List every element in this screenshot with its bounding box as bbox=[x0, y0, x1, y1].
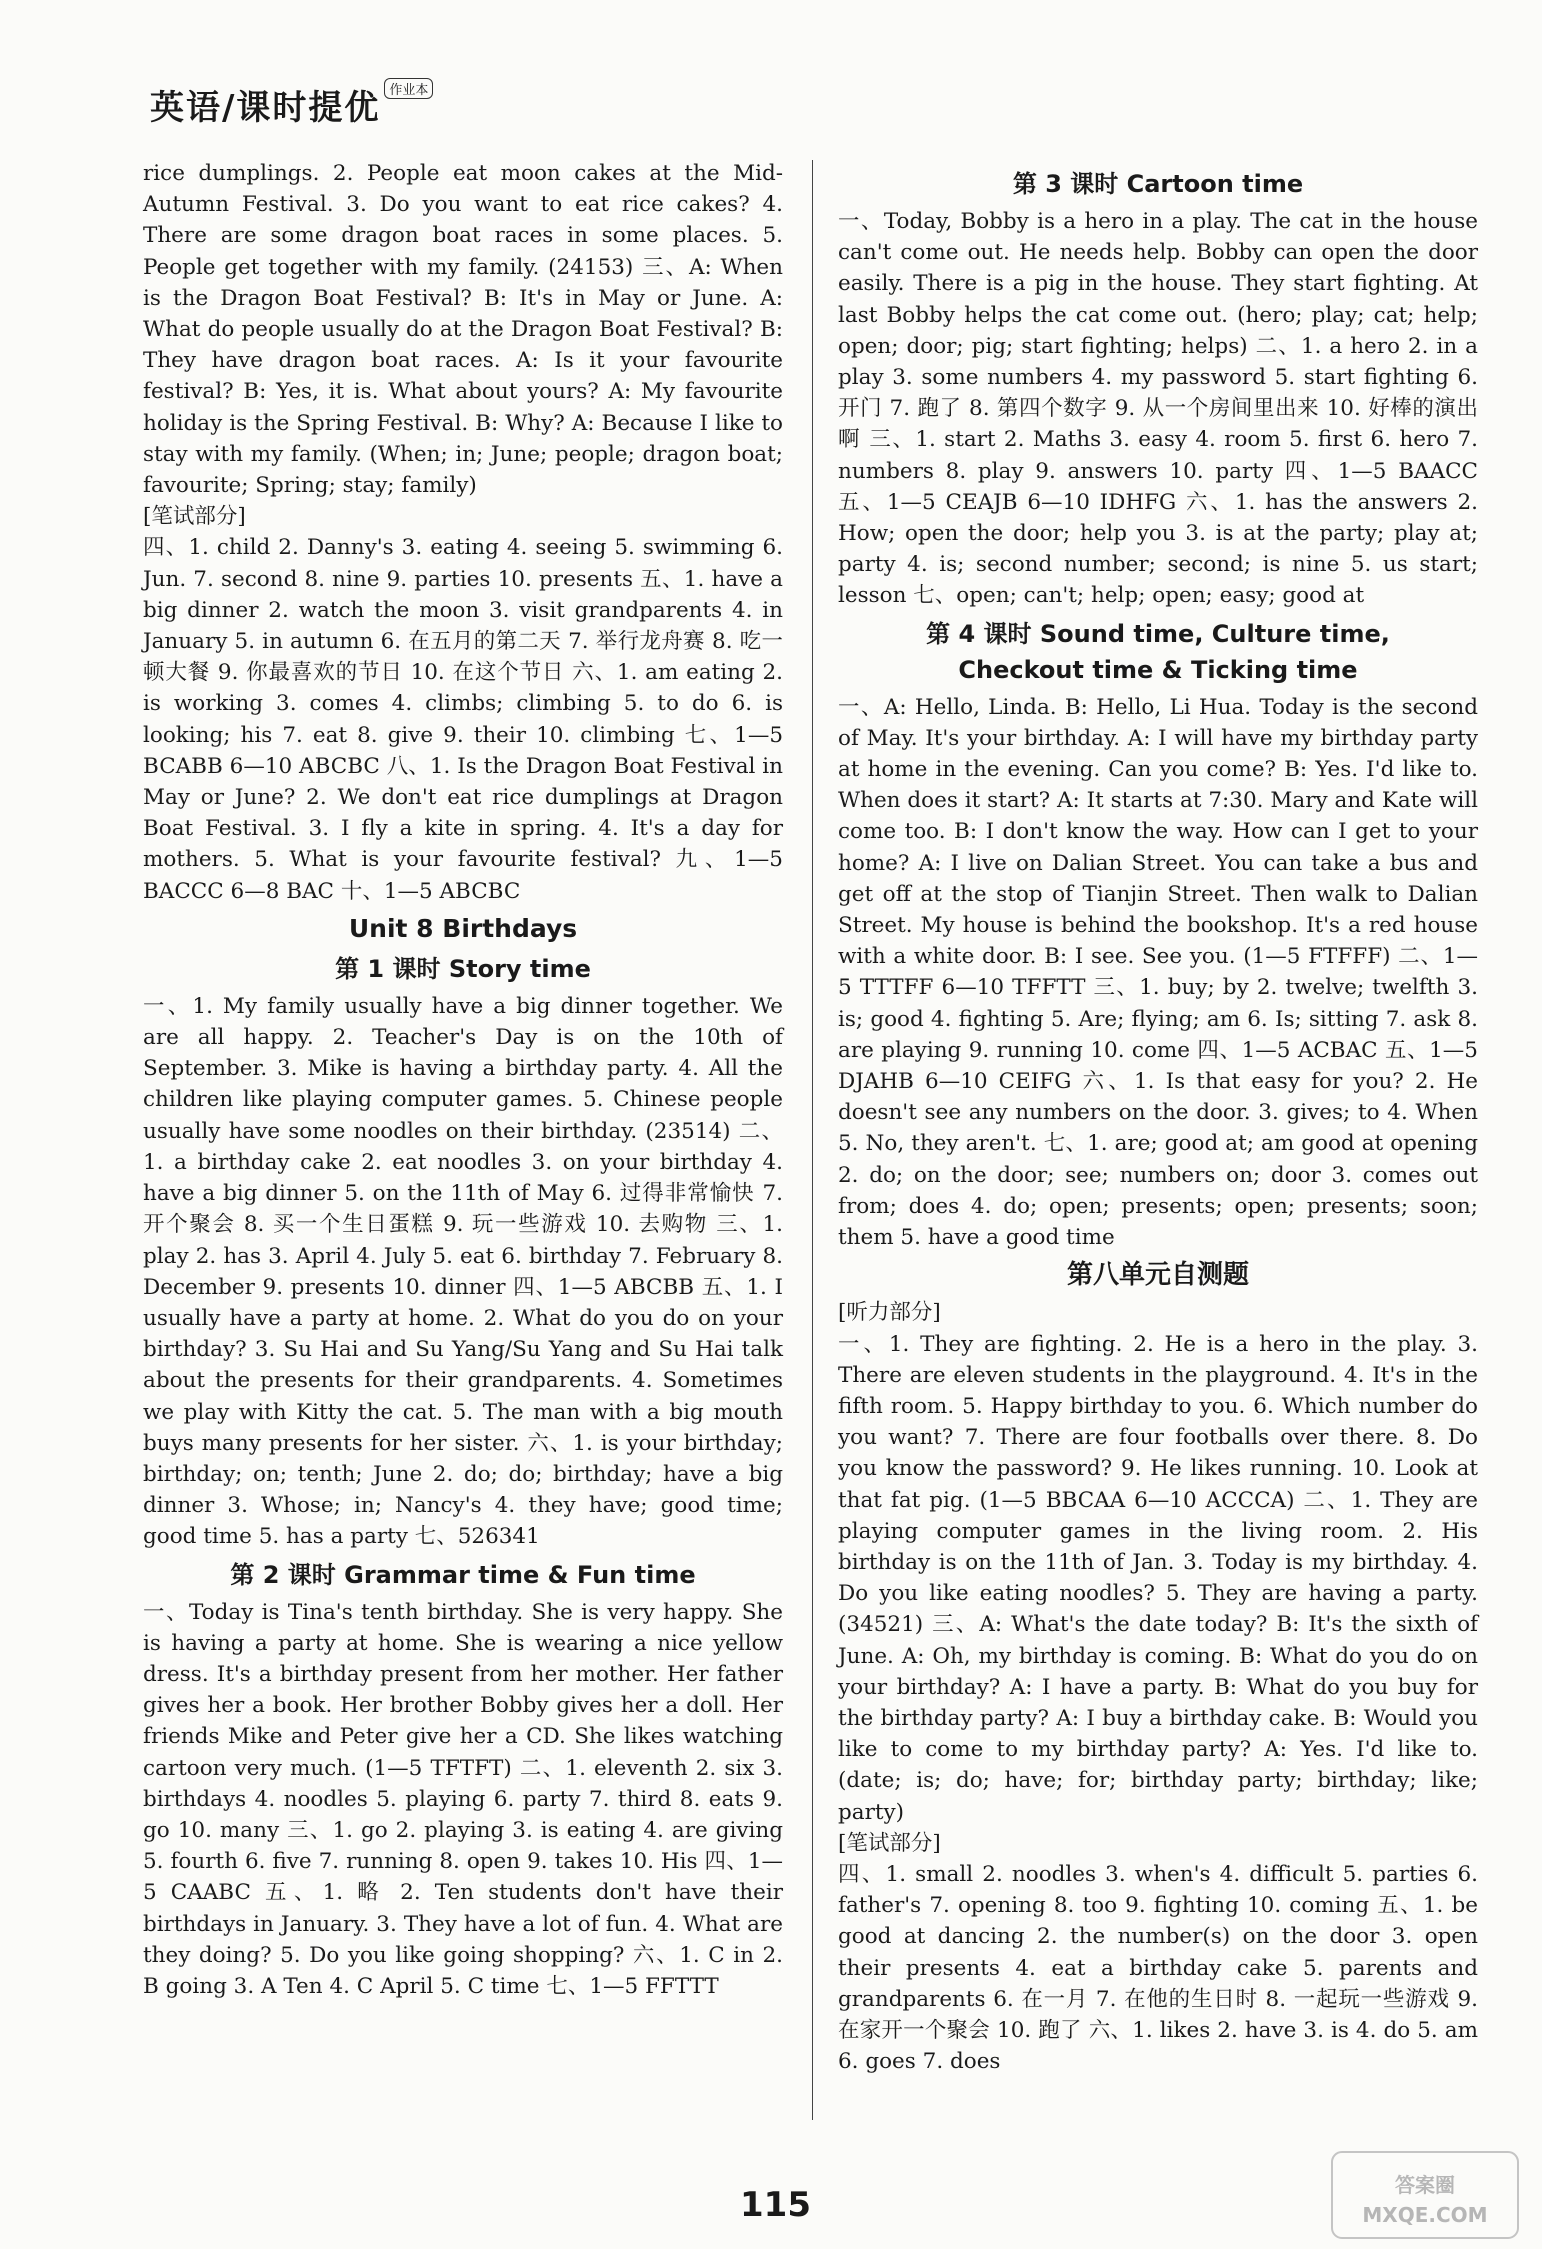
answer-paragraph: 一、Today is Tina's tenth birthday. She is very happy. She is having a party at home. She is wearing a nice yellow dress. It's a birthday present from her mother. Her father gives her a book. Her brother Bobby gives her a doll. Her friends Mike and Peter give her a CD. She likes watching cartoon very much. (1—5 TFTFT) 二、1. eleventh 2. six 3. birthdays 4. noodles 5. playing 6. party 7. third 8. eats 9. go 10. many 三、1. go 2. playing 3. is eating 4. are giving 5. fourth 6. five 7. running 8. open 9. takes 10. His 四、1—5 CAABC 五、1. 略 2. Ten students don't have their birthdays in January. 3. They have a lot of fun. 4. What are they doing? 5. Do you like going shopping? 六、1. C in 2. B going 3. A Ten 4. C April 5. C time 七、1—5 FFTTT bbox=[143, 1599, 783, 1999]
lesson-heading: 第 1 课时 Story time bbox=[335, 954, 591, 983]
page-number: 115 bbox=[740, 2185, 811, 2225]
self-test-heading: 第八单元自测题 bbox=[1066, 1260, 1249, 1291]
answer-paragraph: 一、Today, Bobby is a hero in a play. The cat in the house can't come out. He needs help. Bobby can open the door easily. There is a pig in the house. They start fighting. At last Bobby helps the cat come out. (hero; play; cat; help; open; door; pig; start fighting; helps) 二、1. a hero 2. in a play 3. some numbers 4. my password 5. start fighting 6. 开门 7. 跑了 8. 第四个数字 9. 从一个房间里出来 10. 好棒的演出啊 三、1. start 2. Maths 3. easy 4. room 5. first 6. hero 7. numbers 8. play 9. answers 10. party 四、1—5 BAACC 五、1—5 CEAJB 6—10 IDHFG 六、1. has the answers 2. How; open the door; help you 3. is at the party; play at; party 4. is; second number; second; is nine 5. us start; lesson 七、open; can't; help; open; easy; good at bbox=[838, 209, 1478, 609]
answer-paragraph: 一、1. My family usually have a big dinner together. We are all happy. 2. Teacher's Day is on the 10th of September. 3. Mike is having a birthday party. 4. All the children like playing computer games. 5. Chinese people usually have some noodles on their birthday. (23514) 二、1. a birthday cake 2. eat noodles 3. on your birthday 4. have a big dinner 5. on the 11th of May 6. 过得非常愉快 7. 开个聚会 8. 买一个生日蛋糕 9. 玩一些游戏 10. 去购物 三、1. play 2. has 3. April 4. July 5. eat 6. birthday 7. February 8. December 9. presents 10. dinner 四、1—5 ABCBB 五、1. I usually have a party at home. 2. What do you do on your birthday? 3. Su Hai and Su Yang/Su Yang and Su Hai talk about the presents for their grandparents. 4. Sometimes we play with Kitty the cat. 5. The man with a big mouth buys many presents for her sister. 六、1. is your birthday; birthday; on; tenth; June 2. do; do; birthday; have a big dinner 3. Whose; in; Nancy's 4. they have; good time; good time 5. has a party 七、526341 bbox=[143, 993, 783, 1550]
answer-paragraph: 四、1. small 2. noodles 3. when's 4. difficult 5. parties 6. father's 7. opening 8. too 9. fighting 10. coming 五、1. be good at dancing 2. the number(s) on the door 3. open their presents 4. eat a birthday cake 5. parents and grandparents 6. 在一月 7. 在他的生日时 8. 一起玩一些游戏 9. 在家开一个聚会 10. 跑了 六、1. likes 2. have 3. is 4. do 5. am 6. goes 7. does bbox=[838, 1861, 1478, 2075]
watermark-url: MXQE.COM bbox=[1362, 2203, 1488, 2227]
section-label: [笔试部分] bbox=[143, 504, 246, 530]
lesson-heading: 第 2 课时 Grammar time & Fun time bbox=[230, 1560, 696, 1589]
watermark-text: 答案圈 bbox=[1395, 2173, 1455, 2197]
lesson-heading: 第 4 课时 Sound time, Culture time, bbox=[926, 619, 1390, 648]
right-column bbox=[838, 166, 1478, 2077]
book-title: 英语/课时提优 bbox=[150, 88, 381, 128]
section-label: [听力部分] bbox=[838, 1300, 941, 1326]
answer-paragraph: 一、1. They are fighting. 2. He is a hero in the play. 3. There are eleven students in the playground. 4. It's in the fifth room. 5. Happy birthday to you. 6. Which number do you want? 7. There are four footballs over there. 8. Do you know the password? 9. He likes running. 10. Look at that fat pig. (1—5 BBCAA 6—10 ACCCA) 二、1. They are playing computer games in the living room. 2. His birthday is on the 11th of Jan. 3. Today is my birthday. 4. Do you like eating noodles? 5. They are having a party. (34521) 三、A: What's the date today? B: It's the sixth of June. A: Oh, my birthday is coming. B: What do you do on your birthday? A: I have a party. B: What do you buy for the birthday party? A: I buy a birthday cake. B: Would you like to come to my birthday party? A: Yes. I'd like to. (date; is; do; have; for; birthday party; birthday; like; party) bbox=[838, 1331, 1478, 1825]
watermark-logo bbox=[1330, 2150, 1520, 2240]
lesson-heading: 第 3 课时 Cartoon time bbox=[1012, 170, 1304, 198]
left-column bbox=[143, 158, 783, 2002]
lesson-heading: Checkout time & Ticking time bbox=[958, 655, 1358, 684]
answer-paragraph: rice dumplings. 2. People eat moon cakes at the Mid-Autumn Festival. 3. Do you want to eat rice cakes? 4. There are some dragon boat races in some places. 5. People get together with my family. (24153) 三、A: When is the Dragon Boat Festival? B: It's in May or June. A: What do people usually do at the Dragon Boat Festival? B: They have dragon boat races. A: Is it your favourite festival? B: Yes, it is. What about yours? A: My favourite holiday is the Spring Festival. B: Why? A: Because I like to stay with my family. (When; in; June; people; dragon boat; favourite; Spring; stay; family) bbox=[143, 161, 783, 499]
answer-paragraph: 一、A: Hello, Linda. B: Hello, Li Hua. Today is the second of May. It's your birthday. A: I will have my birthday party at home in the evening. Can you come? B: Yes. I'd like to. When does it start? A: It starts at 7:30. Mary and Kate will come too. B: I don't know the way. How can I get to your home? A: I live on Dalian Street. You can take a bus and get off at the stop of Tianjin Street. Then walk to Dalian Street. My house is behind the bookshop. It's a red house with a white door. B: I see. See you. (1—5 FTFFF) 二、1—5 TTTFF 6—10 TFFTT 三、1. buy; by 2. twelve; twelfth 3. is; good 4. fighting 5. Are; flying; am 6. Is; sitting 7. ask 8. are playing 9. running 10. come 四、1—5 ACBAC 五、1—5 DJAHB 6—10 CEIFG 六、1. Is that easy for you? 2. He doesn't see any numbers on the door. 3. gives; to 4. When 5. No, they aren't. 七、1. are; good at; am good at opening 2. do; on the door; see; numbers on; door 3. comes out from; does 4. do; open; presents; open; presents; soon; them 5. have a good time bbox=[838, 694, 1478, 1251]
workbook-tag: 作业本 bbox=[384, 78, 433, 99]
column-divider bbox=[812, 160, 813, 2120]
page-header bbox=[150, 80, 433, 129]
unit-heading: Unit 8 Birthdays bbox=[348, 913, 578, 943]
section-label: [笔试部分] bbox=[838, 1830, 941, 1856]
answer-paragraph: 四、1. child 2. Danny's 3. eating 4. seeing 5. swimming 6. Jun. 7. second 8. nine 9. parties 10. presents 五、1. have a big dinner 2. watch the moon 3. visit grandparents 4. in January 5. in autumn 6. 在五月的第二天 7. 举行龙舟赛 8. 吃一顿大餐 9. 你最喜欢的节日 10. 在这个节日 六、1. am eating 2. is working 3. comes 4. climbs; climbing 5. to do 6. is looking; his 7. eat 8. give 9. their 10. climbing 七、1—5 BCABB 6—10 ABCBC 八、1. Is the Dragon Boat Festival in May or June? 2. We don't eat rice dumplings at Dragon Boat Festival. 3. I fly a kite in spring. 4. It's a day for mothers. 5. What is your favourite festival? 九、1—5 BACCC 6—8 BAC 十、1—5 ABCBC bbox=[143, 535, 783, 904]
